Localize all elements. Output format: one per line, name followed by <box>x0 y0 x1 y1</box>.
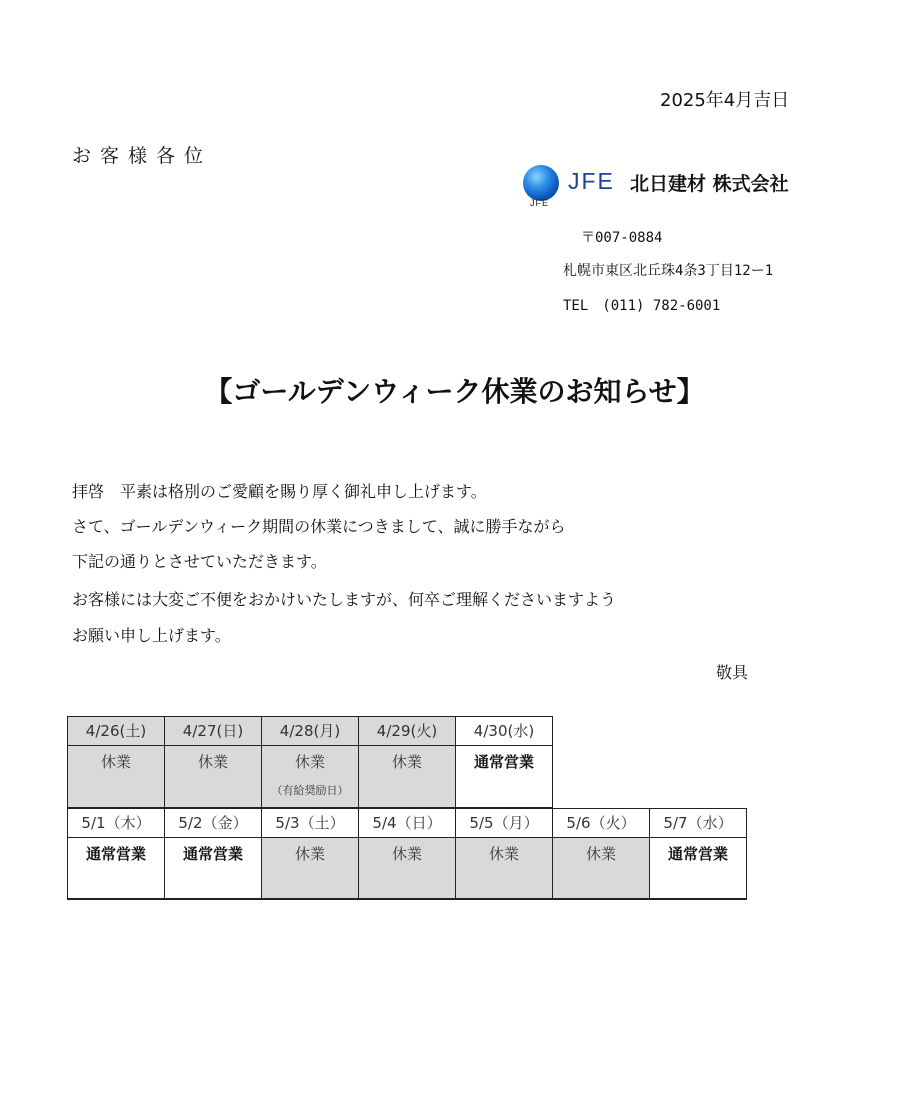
schedule-cell <box>164 808 262 900</box>
body-line: さて、ゴールデンウィーク期間の休業につきまして、誠に勝手ながら <box>72 517 566 536</box>
body-line: お客様には大変ご不便をおかけいたしますが、何卒ご理解くださいますよう <box>72 590 617 609</box>
body-line: 拝啓 平素は格別のご愛顧を賜り厚く御礼申し上げます。 <box>72 482 487 501</box>
schedule-cell <box>67 808 165 900</box>
schedule-status: 通常営業 <box>182 845 243 863</box>
body-line: 下記の通りとさせていただきます。 <box>72 552 327 571</box>
schedule-status: 休業 <box>294 845 325 863</box>
closing-word: 敬具 <box>716 663 749 682</box>
recipient: お客様各位 <box>72 145 213 167</box>
schedule-status: 休業 <box>294 753 325 771</box>
schedule-date: 4/27(日) <box>165 717 261 746</box>
schedule-date: 5/4（日） <box>359 809 455 838</box>
schedule-status: 休業 <box>585 845 616 863</box>
postal-code: 〒007-0884 <box>581 230 663 246</box>
schedule-cell <box>552 808 650 900</box>
schedule-cell <box>261 716 359 808</box>
schedule-status: 休業 <box>391 845 422 863</box>
schedule-date: 4/29(火) <box>359 717 455 746</box>
schedule-status: 休業 <box>197 753 228 771</box>
schedule-status: 休業 <box>488 845 519 863</box>
schedule-cell <box>649 808 747 900</box>
schedule-cell <box>455 808 553 900</box>
schedule-date: 4/26(土) <box>68 717 164 746</box>
company-name: 北日建材 株式会社 <box>630 173 789 195</box>
schedule-cell <box>67 716 165 808</box>
schedule-cell <box>455 716 553 808</box>
schedule-cell <box>358 808 456 900</box>
company-address: 札幌市東区北丘珠4条3丁目12ー1 <box>563 263 774 279</box>
schedule-date: 5/3（土） <box>262 809 358 838</box>
logo-small-text: JFE <box>530 198 550 208</box>
schedule-cell <box>261 808 359 900</box>
schedule-date: 5/2（金） <box>165 809 261 838</box>
schedule-date: 4/30(水) <box>456 717 552 746</box>
schedule-cell <box>358 716 456 808</box>
schedule-date: 5/1（木） <box>68 809 164 838</box>
company-tel: TEL (011) 782-6001 <box>563 298 721 314</box>
schedule-date: 5/7（水） <box>650 809 746 838</box>
logo-globe-icon <box>523 165 559 201</box>
schedule-status: 通常営業 <box>667 845 728 863</box>
schedule-status: 休業 <box>391 753 422 771</box>
company-logo <box>523 165 823 210</box>
notice-title: 【ゴールデンウィーク休業のお知らせ】 <box>204 375 705 408</box>
schedule-date: 4/28(月) <box>262 717 358 746</box>
schedule-row-may <box>67 808 747 900</box>
issue-date: 2025年4月吉日 <box>660 90 790 111</box>
schedule-note: （有給奨励日） <box>271 784 349 797</box>
schedule-status: 休業 <box>100 753 131 771</box>
logo-brand: JFE <box>568 168 615 194</box>
schedule-status: 通常営業 <box>473 753 534 771</box>
schedule-date: 5/5（月） <box>456 809 552 838</box>
schedule-cell <box>164 716 262 808</box>
schedule-date: 5/6（火） <box>553 809 649 838</box>
schedule-row-april <box>67 716 553 808</box>
schedule-status: 通常営業 <box>85 845 146 863</box>
body-line: お願い申し上げます。 <box>72 626 231 645</box>
